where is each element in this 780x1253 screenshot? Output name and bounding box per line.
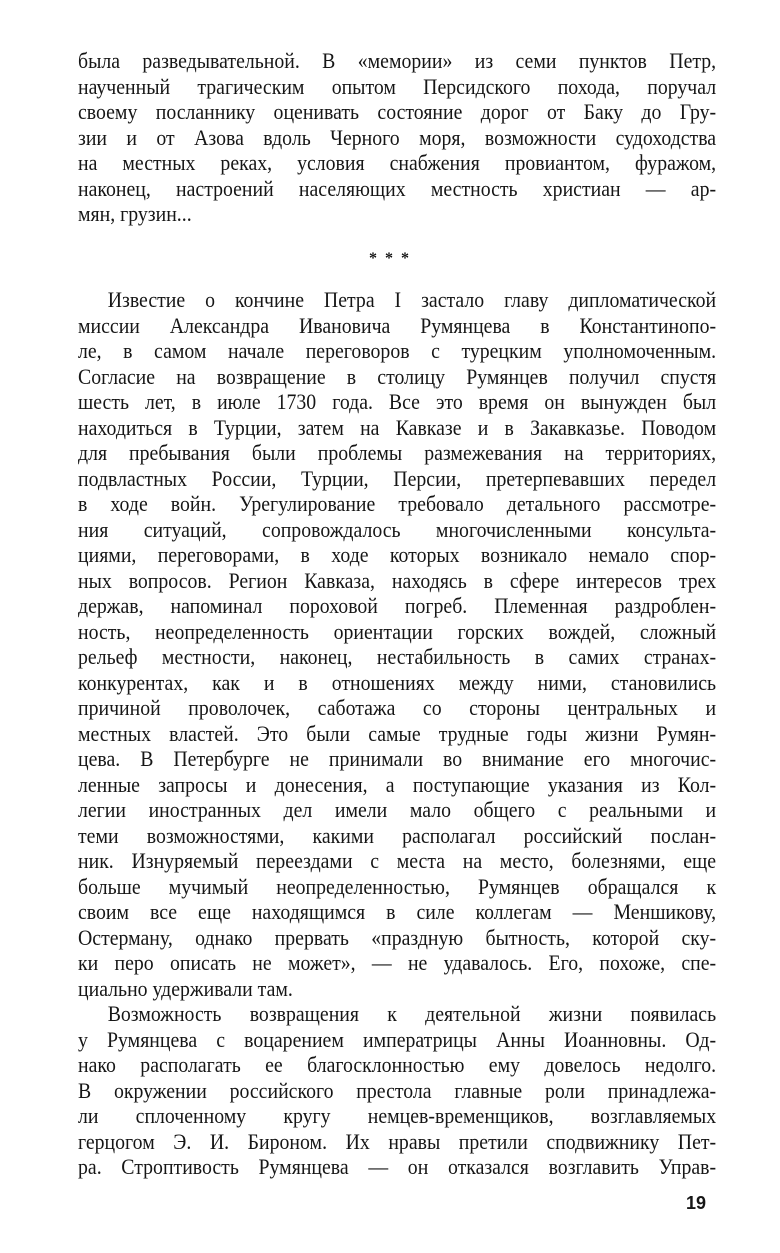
text-line: ность, неопределенность ориентации горских вождей, сложный [78, 618, 717, 644]
section-separator: * * * [369, 250, 411, 267]
text-line: своему посланнику оценивать состояние дорог от Баку до Гру- [78, 99, 717, 124]
text-line: наученный трагическим опытом Персидского похода, поручал [78, 73, 717, 99]
text-line: зии и от Азова вдоль Черного моря, возможности судоходства [78, 124, 717, 150]
text-line: ли сплоченному кругу немцев-временщиков, возглавляемых [78, 1103, 717, 1128]
text-line: Согласие на возвращение в столицу Румянцев получил спустя [78, 363, 717, 389]
text-line: шесть лет, в июле 1730 года. Все это время он вынужден был [78, 389, 717, 414]
text-line: ки перо описать не может», — не удавалось. Его, похоже, спе- [78, 950, 717, 975]
text-line: циально удерживали там. [78, 975, 293, 1001]
text-line: цева. В Петербурге не принимали во внимание его многочис- [78, 746, 717, 771]
text-line: рельеф местности, наконец, нестабильность в самих странах- [78, 644, 717, 669]
text-line: ра. Строптивость Румянцева — он отказался возглавить Управ- [78, 1154, 717, 1179]
paragraph-2 [78, 287, 716, 1001]
text-line: причиной проволочек, саботажа со стороны центральных и [78, 695, 717, 720]
text-line: теми возможностями, какими располагал российский послан- [78, 822, 717, 848]
text-line: Остерману, однако прервать «праздную бытность, которой ску- [78, 924, 717, 950]
text-line: Известие о кончине Петра I застало главу дипломатической [107, 287, 717, 312]
paragraph-1 [78, 48, 716, 227]
text-line: на местных реках, условия снабжения провиантом, фуражом, [78, 150, 717, 175]
text-line: была разведывательной. В «мемории» из семи пунктов Петр, [78, 48, 717, 73]
text-line: циями, переговорами, в ходе которых возникало немало спор- [78, 542, 717, 567]
text-line: ленные запросы и донесения, а поступающие указания из Кол- [78, 771, 717, 797]
text-line: в ходе войн. Урегулирование требовало детального рассмотре- [78, 491, 717, 516]
text-line: для пребывания были проблемы размежевания на территориях, [78, 440, 717, 465]
text-line: мян, грузин... [78, 201, 192, 226]
page-number: 19 [686, 1193, 707, 1213]
paragraph-3 [78, 1001, 716, 1180]
text-line: нако располагать ее благосклонностью ему довелось недолго. [78, 1052, 717, 1077]
text-line: конкурентах, как и в отношениях между ними, становились [78, 669, 717, 695]
text-line: держав, напоминал пороховой погреб. Племенная раздроблен- [78, 593, 717, 618]
text-line: В окружении российского престола главные роли принадлежа- [78, 1077, 717, 1103]
text-line: местных властей. Это были самые трудные годы жизни Румян- [78, 720, 717, 746]
text-line: своим все еще находящимся в силе коллегам — Меншикову, [78, 899, 717, 924]
text-line: наконец, настроений населяющих местность христиан — ар- [78, 175, 717, 201]
text-line: ния ситуаций, сопровождалось многочисленными консульта- [78, 516, 717, 542]
text-line: ных вопросов. Регион Кавказа, находясь в сфере интересов трех [78, 567, 717, 593]
text-line: ник. Изнуряемый переездами с места на место, болезнями, еще [78, 848, 717, 873]
text-line: ле, в самом начале переговоров с турецким уполномоченным. [78, 338, 717, 363]
text-line: герцогом Э. И. Бироном. Их нравы претили сподвижнику Пет- [78, 1128, 717, 1154]
text-line: миссии Александра Ивановича Румянцева в Константинопо- [78, 312, 717, 338]
text-line: легии иностранных дел имели мало общего с реальными и [78, 797, 717, 822]
text-line: подвластных России, Турции, Персии, претерпевавших передел [78, 465, 717, 491]
main-text [78, 287, 716, 1180]
text-line: у Румянцева с воцарением императрицы Анны Иоанновны. Од- [78, 1026, 717, 1052]
text-line: Возможность возвращения к деятельной жизни появилась [107, 1001, 717, 1026]
text-line: находиться в Турции, затем на Кавказе и в Закавказье. Поводом [78, 414, 717, 440]
text-line: больше мучимый неопределенностью, Румянцев обращался к [78, 873, 717, 899]
